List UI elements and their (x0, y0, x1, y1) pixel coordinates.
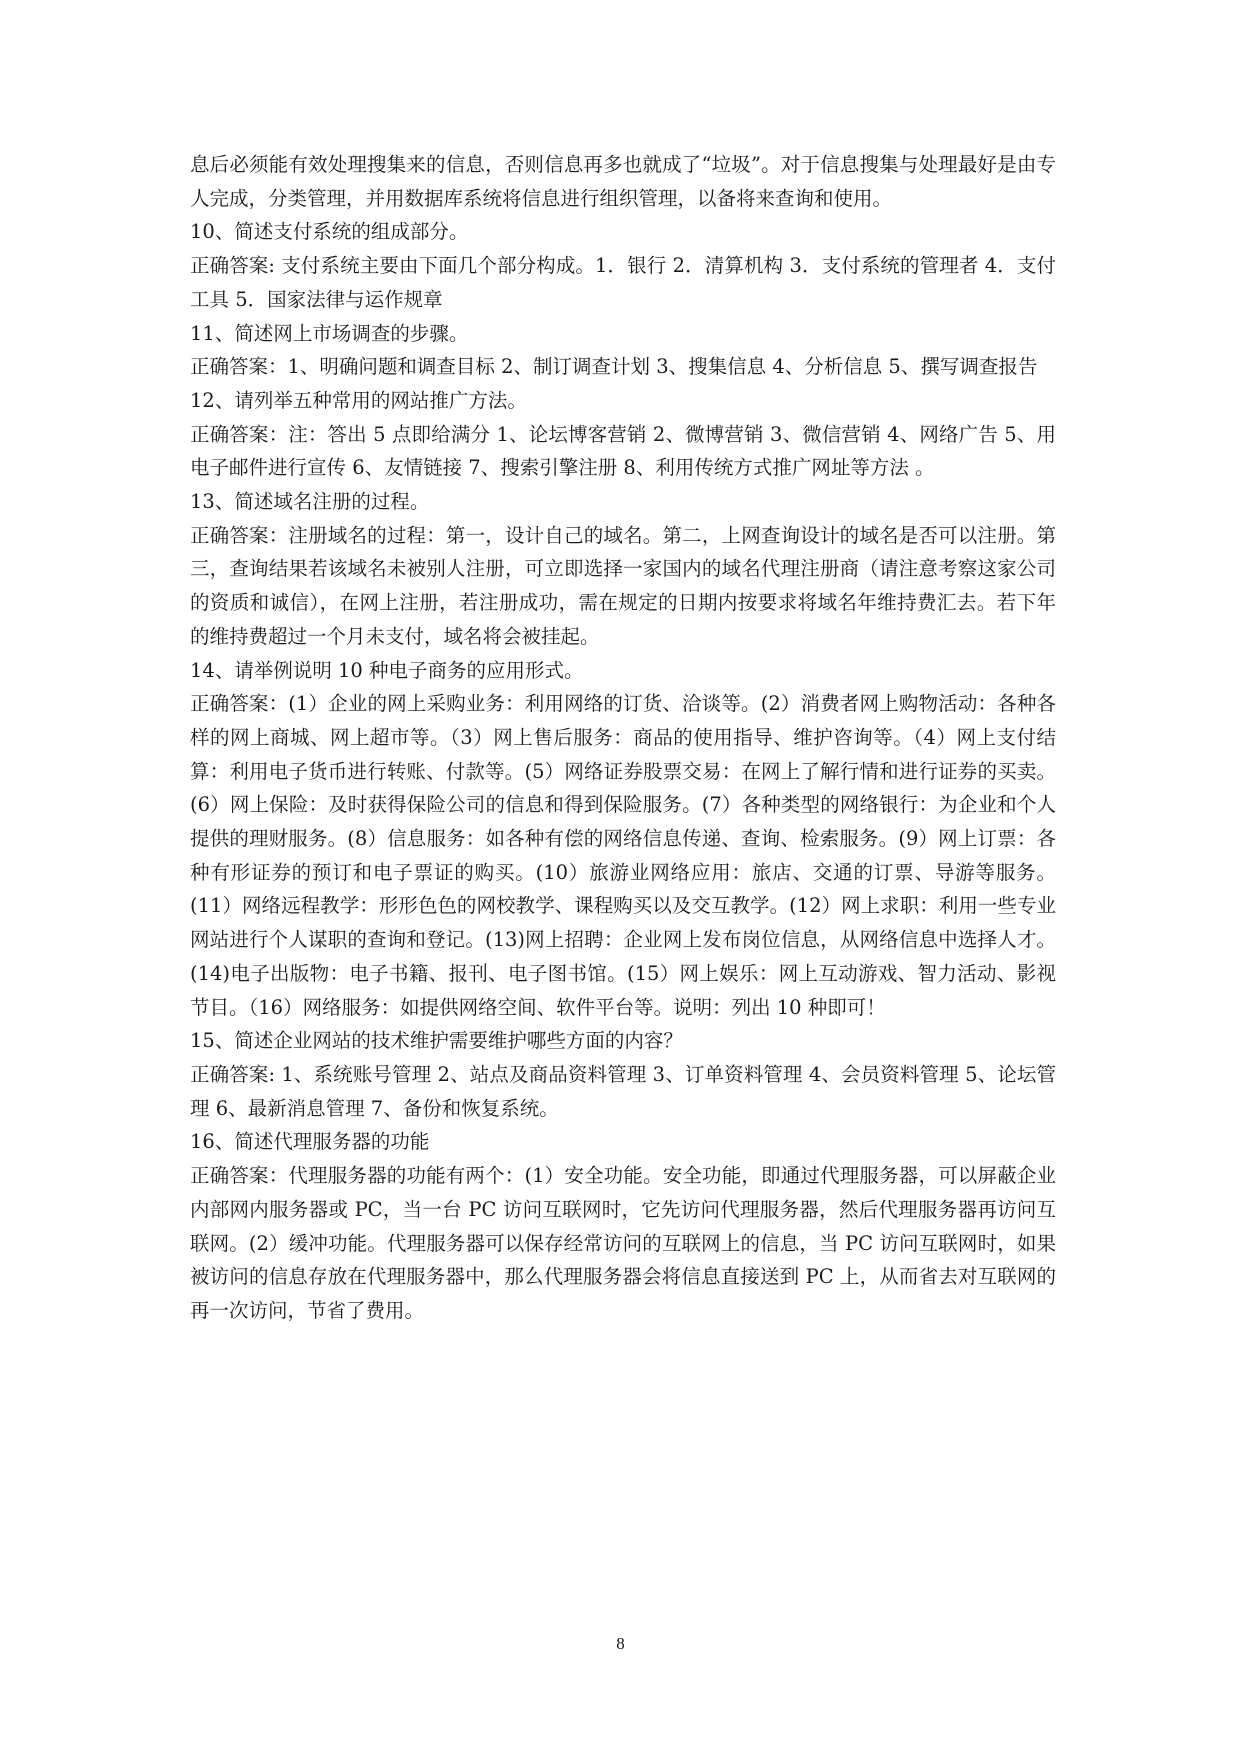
answer-12: 正确答案：注：答出 5 点即给满分 1、论坛博客营销 2、微博营销 3、微信营销 4、网络广告 5、用电子邮件进行宣传 6、友情链接 7、搜索引擎注册 8、利用传统方式推广网址等方法 。 (190, 422, 1056, 480)
answer-16: 正确答案：代理服务器的功能有两个：(1）安全功能。安全功能，即通过代理服务器，可以屏蔽企业内部网内服务器或 PC，当一台 PC 访问互联网时，它先访问代理服务器，然后代理服务器再访问互联网。(2）缓冲功能。代理服务器可以保存经常访问的互联网上的信息，当 PC 访问互联网时，如果被访问的信息存放在代理服务器中，那么代理服务器会将信息直接送到 PC 上，从而省去对互联网的再一次访问，节省了费用。 (190, 1164, 1056, 1322)
question-15: 15、简述企业网站的技术维护需要维护哪些方面的内容？ (190, 1029, 683, 1053)
question-14: 14、请举例说明 10 种电子商务的应用形式。 (190, 658, 584, 682)
answer-14: 正确答案：(1）企业的网上采购业务：利用网络的订货、洽谈等。(2）消费者网上购物活动：各种各样的网上商城、网上超市等。（3）网上售后服务：商品的使用指导、维护咨询等。（4）网上支付结算：利用电子货币进行转账、付款等。(5）网络证券股票交易：在网上了解行情和进行证券的买卖。(6）网上保险：及时获得保险公司的信息和得到保险服务。(7）各种类型的网络银行：为企业和个人提供的理财服务。(8）信息服务：如各种有偿的网络信息传递、查询、检索服务。(9）网上订票：各种有形证券的预订和电子票证的购买。(10）旅游业网络应用：旅店、交通的订票、导游等服务。(11）网络远程教学：形形色色的网校教学、课程购买以及交互教学。(12）网上求职：利用一些专业网站进行个人谋职的查询和登记。(13)网上招聘：企业网上发布岗位信息，从网络信息中选择人才。(14)电子出版物：电子书籍、报刊、电子图书馆。(15）网上娱乐：网上互动游戏、智力活动、影视节目。（16）网络服务：如提供网络空间、软件平台等。说明：列出 10 种即可！ (190, 692, 1056, 1019)
page-body (190, 148, 1056, 1328)
answer-13: 正确答案：注册域名的过程：第一，设计自己的域名。第二，上网查询设计的域名是否可以注册。第三，查询结果若该域名未被别人注册，可立即选择一家国内的域名代理注册商（请注意考察这家公司的资质和诚信），在网上注册，若注册成功，需在规定的日期内按要求将域名年维持费汇去。若下年的维持费超过一个月未支付，域名将会被挂起。 (190, 523, 1056, 648)
page-number: 8 (616, 1634, 625, 1653)
paragraph-continuation: 息后必须能有效处理搜集来的信息，否则信息再多也就成了“垃圾”。对于信息搜集与处理最好是由专人完成，分类管理，并用数据库系统将信息进行组织管理，以备将来查询和使用。 (190, 153, 1056, 210)
question-10: 10、简述支付系统的组成部分。 (190, 220, 469, 244)
answer-15: 正确答案: 1、系统账号管理 2、站点及商品资料管理 3、订单资料管理 4、会员资料管理 5、论坛管理 6、最新消息管理 7、备份和恢复系统。 (190, 1062, 1056, 1120)
question-11: 11、简述网上市场调查的步骤。 (190, 321, 469, 345)
question-12: 12、请列举五种常用的网站推广方法。 (190, 388, 527, 412)
question-16: 16、简述代理服务器的功能 (190, 1130, 430, 1154)
answer-11: 正确答案：1、明确问题和调查目标 2、制订调查计划 3、搜集信息 4、分析信息 5、撰写调查报告 (190, 355, 1038, 379)
question-13: 13、简述域名注册的过程。 (190, 490, 430, 514)
answer-10: 正确答案: 支付系统主要由下面几个部分构成。1．银行 2．清算机构 3．支付系统的管理者 4．支付工具 5．国家法律与运作规章 (190, 254, 1056, 311)
